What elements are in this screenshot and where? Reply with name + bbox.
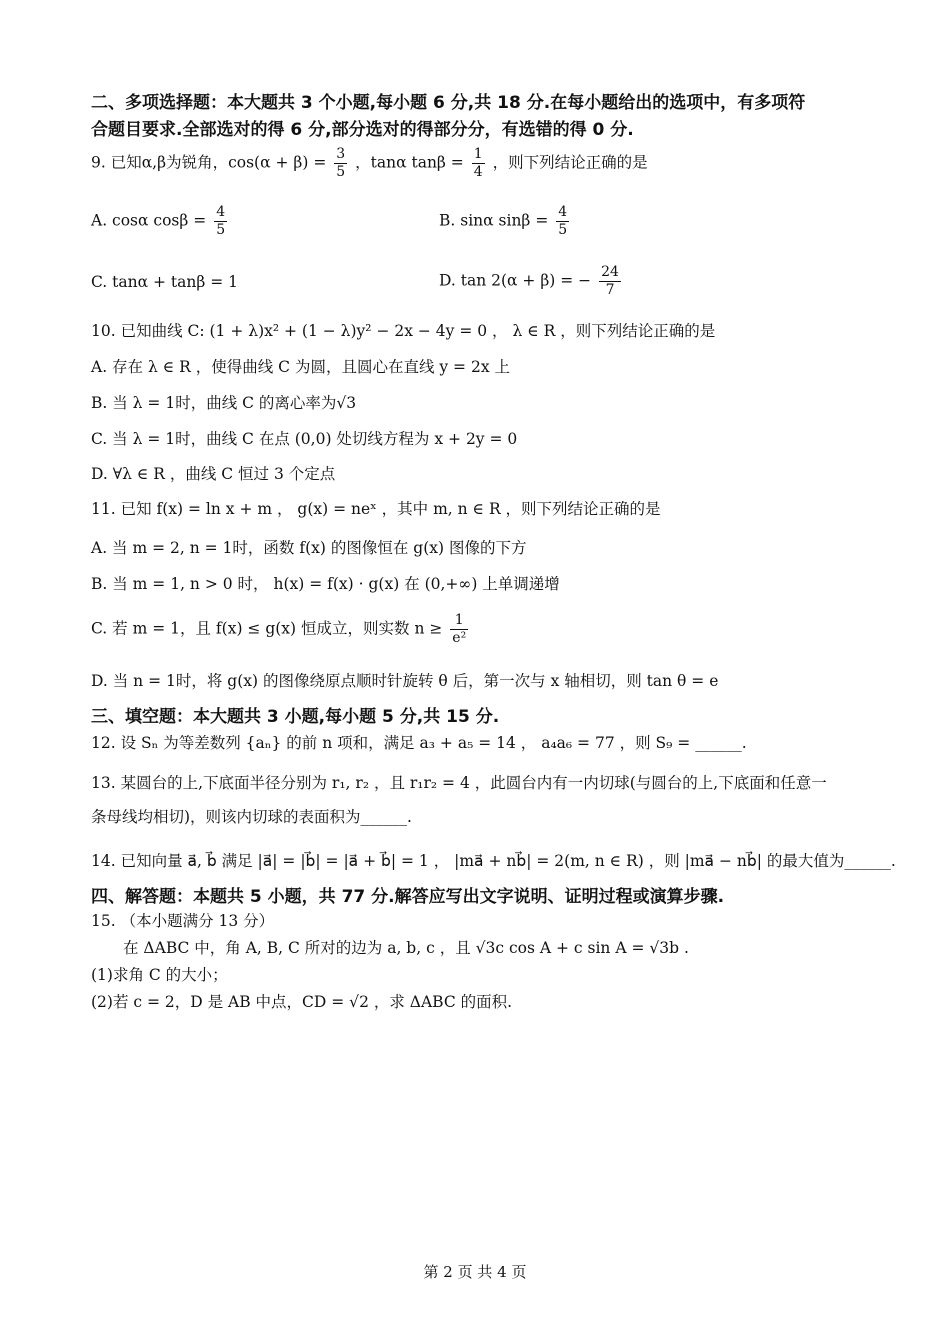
- fraction-numerator: 4: [216, 204, 226, 220]
- question-9-option-a: [91, 204, 230, 239]
- multi-choice-section-title: 二、多项选择题：本大题共 3 个小题,每小题 6 分,共 18 分.在每小题给出的选项中，有多项符: [91, 93, 806, 113]
- option-b-text: B. sinα sinβ =: [439, 211, 549, 230]
- fraction-numerator: 3: [336, 146, 346, 162]
- fraction-denominator: 7: [605, 282, 615, 298]
- question-11-option-a: A. 当 m = 2, n = 1时，函数 f(x) 的图像恒在 g(x) 图像的下方: [91, 539, 527, 557]
- fraction-denominator: 5: [216, 222, 226, 238]
- option-a-text: A. cosα cosβ =: [91, 211, 207, 230]
- question-13-line-1: 13. 某圆台的上,下底面半径分别为 r₁, r₂ ，且 r₁r₂ = 4 ，此圆台内有一内切球(与圆台的上,下底面和任意一: [91, 774, 827, 792]
- question-10-option-d: D. ∀λ ∈ R ，曲线 C 恒过 3 个定点: [91, 465, 336, 483]
- q9-prefix: 9. 已知α,β为锐角，cos(α + β) =: [91, 153, 327, 172]
- question-9-stem: [91, 146, 648, 181]
- question-10-option-b: B. 当 λ = 1时，曲线 C 的离心率为√3: [91, 394, 357, 412]
- option-c-text: C. 若 m = 1，且 f(x) ≤ g(x) 恒成立，则实数 n ≥: [91, 619, 443, 638]
- option-b-fraction: [556, 204, 569, 239]
- question-10-option-a: A. 存在 λ ∈ R ，使得曲线 C 为圆，且圆心在直线 y = 2x 上: [91, 358, 510, 376]
- fraction-numerator: 24: [601, 264, 619, 280]
- fraction-denominator: 5: [336, 164, 346, 180]
- fraction-numerator: 4: [558, 204, 568, 220]
- fraction-denominator: 4: [473, 164, 483, 180]
- question-9-option-d: [439, 264, 624, 299]
- question-15-part-1: (1)求角 C 的大小；: [91, 966, 228, 984]
- question-15-stem: 在 ΔABC 中，角 A, B, C 所对的边为 a, b, c ，且 √3c cos A + c sin A = √3b .: [123, 939, 689, 957]
- question-12: 12. 设 Sₙ 为等差数列 {aₙ} 的前 n 项和，满足 a₃ + a₅ = 14 ， a₄a₆ = 77 ，则 S₉ = ______.: [91, 734, 747, 752]
- option-d-text: D. tan 2(α + β) = −: [439, 271, 592, 290]
- option-a-fraction: [214, 204, 227, 239]
- q9-suffix: ，则下列结论正确的是: [492, 153, 648, 172]
- question-10-option-c: C. 当 λ = 1时，曲线 C 在点 (0,0) 处切线方程为 x + 2y = 0: [91, 430, 518, 448]
- page-footer: 第 2 页 共 4 页: [423, 1263, 527, 1281]
- question-13-line-2: 条母线均相切)，则该内切球的表面积为______.: [91, 808, 412, 826]
- q9-fraction-2: [472, 146, 485, 181]
- fraction-denominator: e²: [452, 630, 467, 646]
- question-9-option-b: [439, 204, 572, 239]
- fraction-denominator: 5: [558, 222, 568, 238]
- question-10-stem: 10. 已知曲线 C: (1 + λ)x² + (1 − λ)y² − 2x − 4y = 0 ， λ ∈ R ，则下列结论正确的是: [91, 322, 716, 340]
- question-11-option-c: [91, 612, 471, 647]
- fraction-numerator: 1: [473, 146, 483, 162]
- question-11-option-b: B. 当 m = 1, n > 0 时， h(x) = f(x) · g(x) 在 (0,+∞) 上单调递增: [91, 575, 560, 593]
- fraction-numerator: 1: [450, 612, 468, 630]
- question-15-part-2: (2)若 c = 2，D 是 AB 中点，CD = √2 ，求 ΔABC 的面积.: [91, 993, 513, 1011]
- question-14: 14. 已知向量 a⃗, b⃗ 满足 |a⃗| = |b⃗| = |a⃗ + b⃗| = 1 ， |ma⃗ + nb⃗| = 2(m, n ∈ R) ，则 |ma⃗ − nb⃗| 的最大值为______.: [91, 852, 896, 870]
- question-11-stem: 11. 已知 f(x) = ln x + m ， g(x) = neˣ ，其中 m, n ∈ R ，则下列结论正确的是: [91, 500, 661, 518]
- fill-blank-section-title: 三、填空题：本大题共 3 小题,每小题 5 分,共 15 分.: [91, 707, 500, 727]
- question-11-option-d: D. 当 n = 1时，将 g(x) 的图像绕原点顺时针旋转 θ 后，第一次与 x 轴相切，则 tan θ = e: [91, 672, 719, 690]
- q9-middle: ，tanα tanβ =: [355, 153, 464, 172]
- question-15-header: 15. （本小题满分 13 分）: [91, 912, 275, 930]
- question-9-option-c: C. tanα + tanβ = 1: [91, 273, 239, 291]
- multi-choice-section-title-cont: 合题目要求.全部选对的得 6 分,部分选对的得部分分，有选错的得 0 分.: [91, 120, 634, 140]
- answer-section-title: 四、解答题：本题共 5 小题，共 77 分.解答应写出文字说明、证明过程或演算步骤.: [91, 887, 725, 907]
- q9-fraction-1: [334, 146, 347, 181]
- option-c-fraction: [450, 612, 468, 647]
- option-d-fraction: [599, 264, 621, 299]
